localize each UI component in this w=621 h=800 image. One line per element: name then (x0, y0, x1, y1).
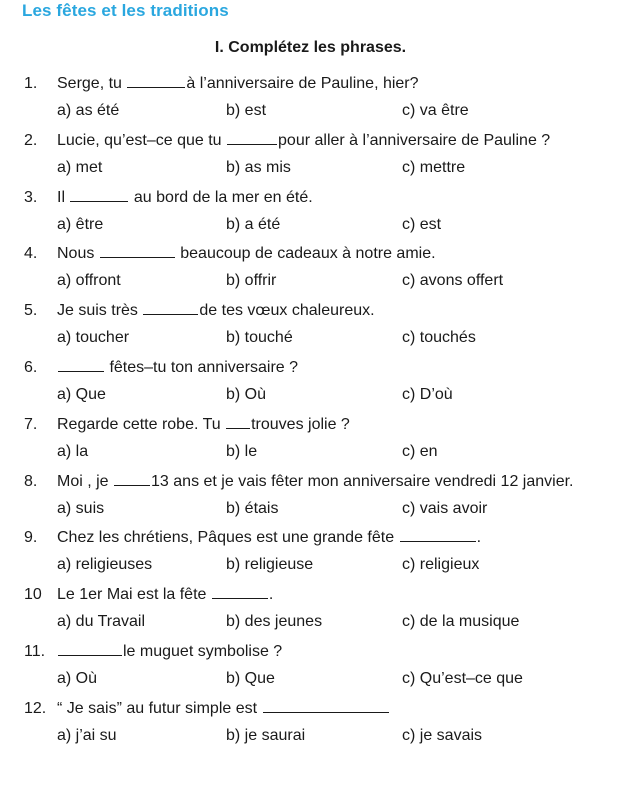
question-number: 4. (24, 245, 38, 263)
question-text-before: Serge, tu (57, 75, 122, 92)
question-text (24, 526, 481, 548)
option-c[interactable]: c) de la musique (402, 613, 520, 631)
question-6 (0, 356, 621, 413)
question-4 (0, 242, 621, 299)
option-b[interactable]: b) a été (226, 215, 281, 233)
option-c[interactable]: c) mettre (402, 158, 466, 176)
option-b[interactable]: b) est (226, 102, 267, 119)
question-2 (0, 129, 621, 186)
question-9 (0, 526, 621, 583)
question-text-before: Lucie, qu’est–ce que tu (57, 131, 222, 149)
question-text-before: Moi , je (57, 472, 109, 490)
option-b[interactable]: b) touché (226, 329, 293, 347)
option-b[interactable]: b) des jeunes (226, 613, 323, 631)
option-b[interactable]: b) étais (226, 499, 279, 517)
option-a[interactable]: a) toucher (57, 329, 130, 347)
question-10 (0, 583, 621, 640)
question-text-before: Nous (57, 245, 95, 263)
question-list (0, 72, 621, 754)
question-number: 11. (24, 642, 46, 660)
question-text (24, 413, 350, 435)
page-header: Les fêtes et les traditions (22, 1, 229, 20)
question-text (24, 583, 273, 605)
question-12 (0, 697, 621, 754)
question-number: 8. (24, 472, 38, 490)
question-number: 2. (24, 131, 38, 149)
answer-blank[interactable] (114, 470, 150, 486)
question-1 (0, 72, 621, 129)
question-number: 3. (24, 188, 38, 206)
option-a[interactable]: a) as été (57, 102, 120, 119)
option-c[interactable]: c) va être (402, 102, 469, 119)
answer-blank[interactable] (400, 526, 476, 542)
question-text (24, 640, 282, 662)
question-number: 12. (24, 699, 47, 717)
option-c[interactable]: c) est (402, 215, 442, 233)
option-a[interactable]: a) Où (57, 669, 98, 687)
question-text (24, 470, 574, 492)
option-b[interactable]: b) je saurai (226, 726, 306, 744)
option-c[interactable]: c) avons offert (402, 272, 504, 290)
option-c[interactable]: c) religieux (402, 556, 480, 574)
option-a[interactable]: a) offront (57, 272, 121, 290)
option-c[interactable]: c) je savais (402, 726, 483, 744)
option-c[interactable]: c) en (402, 442, 438, 460)
question-text-after: pour aller à l’anniversaire de Pauline ? (278, 131, 551, 149)
answer-blank[interactable] (70, 186, 128, 202)
question-7 (0, 413, 621, 470)
question-text-after: trouves jolie ? (251, 415, 350, 433)
question-text (24, 356, 298, 378)
option-a[interactable]: a) suis (57, 499, 105, 517)
question-11 (0, 640, 621, 697)
option-a[interactable]: a) religieuses (57, 556, 153, 574)
answer-blank[interactable] (227, 129, 277, 145)
question-text-after: fêtes–tu ton anniversaire ? (105, 358, 299, 376)
answer-blank[interactable] (100, 242, 175, 258)
answer-blank[interactable] (212, 583, 268, 599)
option-b[interactable]: b) religieuse (226, 556, 314, 574)
question-8 (0, 470, 621, 527)
option-a[interactable]: a) être (57, 215, 104, 233)
question-text-after: . (268, 586, 274, 604)
question-number: 6. (24, 358, 38, 376)
question-text-after: le muguet symbolise ? (123, 642, 283, 660)
question-text-after: 13 ans et je vais fêter mon anniversaire vendredi 12 janvier. (151, 472, 574, 490)
option-b[interactable]: b) Que (226, 669, 275, 687)
question-text-before: Il (57, 188, 65, 206)
answer-blank[interactable] (127, 72, 185, 88)
question-text-before: “ Je sais” au futur simple est (57, 699, 258, 717)
option-b[interactable]: b) Où (226, 385, 267, 403)
option-b[interactable]: b) as mis (226, 158, 291, 176)
option-c[interactable]: c) D’où (402, 385, 453, 403)
question-text-before: Regarde cette robe. Tu (57, 415, 221, 433)
question-text-after: à l’anniversaire de Pauline, hier? (186, 75, 419, 92)
question-number: 7. (24, 415, 38, 433)
option-b[interactable]: b) le (226, 442, 258, 460)
option-a[interactable]: a) j’ai su (57, 726, 117, 744)
option-c[interactable]: c) Qu’est–ce que (402, 669, 523, 687)
question-number: 10 (24, 586, 42, 604)
option-c[interactable]: c) touchés (402, 329, 476, 347)
question-text (24, 242, 436, 264)
question-text-before: Je suis très (57, 302, 138, 320)
option-a[interactable]: a) du Travail (57, 613, 146, 631)
answer-blank[interactable] (58, 356, 104, 372)
question-text-before: Le 1er Mai est la fête (57, 586, 207, 604)
question-text-after: de tes vœux chaleureux. (199, 302, 375, 320)
question-text (24, 299, 375, 321)
question-3 (0, 186, 621, 243)
section-title: I. Complétez les phrases. (214, 39, 407, 56)
option-a[interactable]: a) la (57, 442, 89, 460)
answer-blank[interactable] (226, 413, 250, 429)
question-text (24, 129, 550, 151)
question-text (24, 72, 419, 94)
question-text (24, 186, 313, 208)
question-text-after: au bord de la mer en été. (129, 188, 313, 206)
answer-blank[interactable] (58, 640, 122, 656)
answer-blank[interactable] (263, 697, 389, 713)
answer-blank[interactable] (143, 299, 198, 315)
option-a[interactable]: a) met (57, 158, 103, 176)
question-text (24, 697, 390, 719)
question-number: 9. (24, 529, 38, 547)
option-b[interactable]: b) offrir (226, 272, 277, 290)
question-number: 1. (24, 75, 38, 92)
question-text-after: . (476, 529, 482, 547)
option-a[interactable]: a) Que (57, 385, 106, 403)
question-text-after: beaucoup de cadeaux à notre amie. (175, 245, 436, 263)
option-c[interactable]: c) vais avoir (402, 499, 488, 517)
question-number: 5. (24, 302, 38, 320)
question-5 (0, 299, 621, 356)
question-text-before: Chez les chrétiens, Pâques est une grande fête (57, 529, 395, 547)
